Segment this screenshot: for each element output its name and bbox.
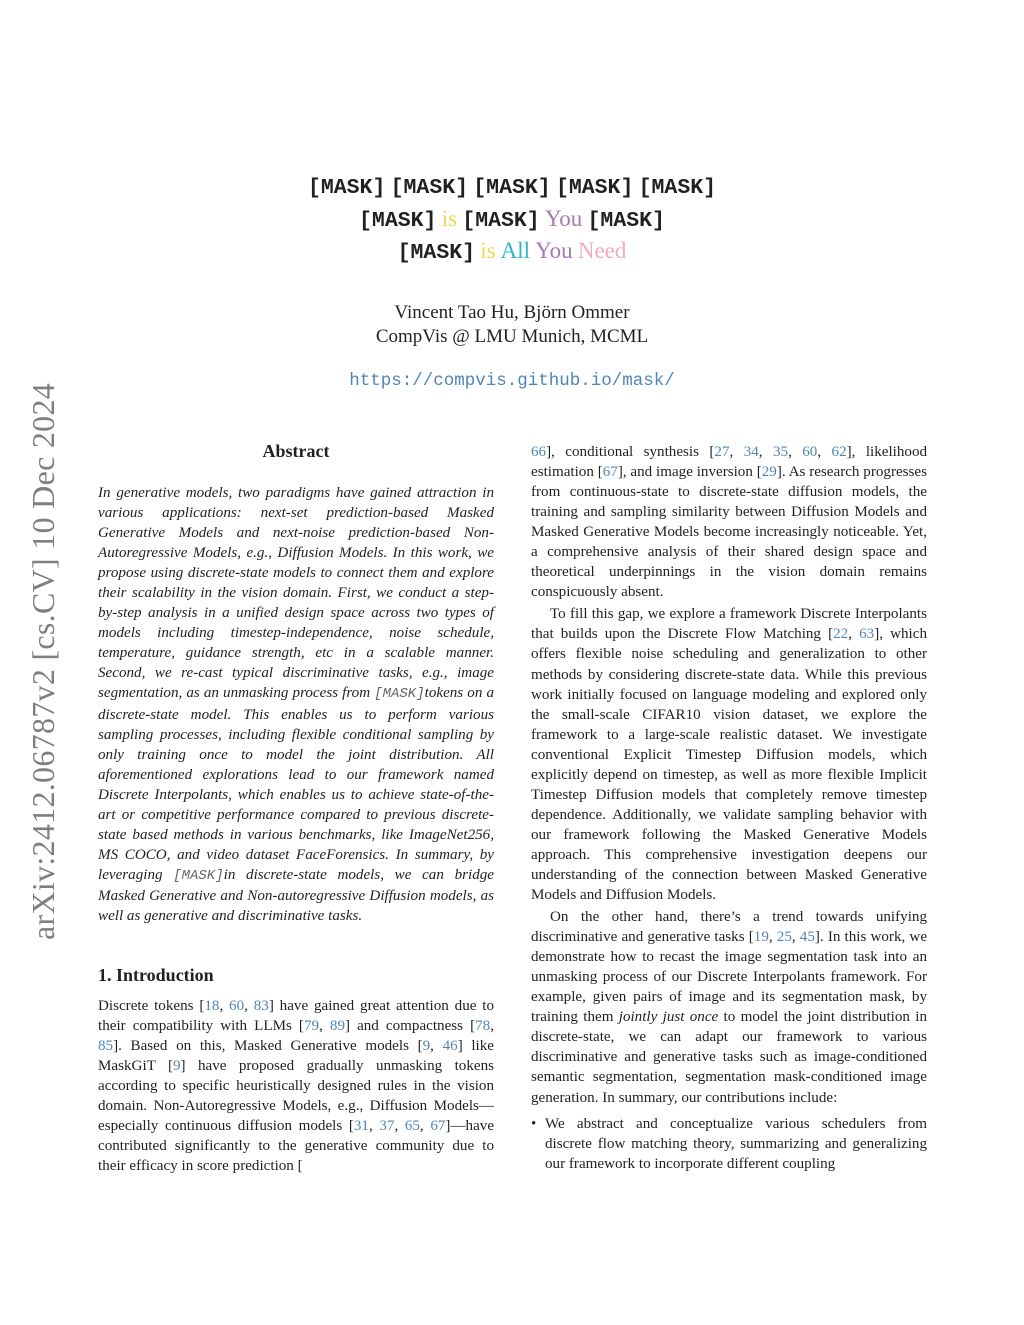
intro-paragraph-1-continued: 66], conditional synthesis [27, 34, 35, 60, 62], likelihood estimation [67], and image inversion [29]. As research progresses from continuous-state to discrete-state diffusion models, the training and sampling similarity between Diffusion Models and Masked Generative Models become increasingly noticeable. Yet, a comprehensive analysis of their shared design space and theoretical underpinnings in the vision domain remains conspicuously absent. [531, 444, 928, 601]
contribution-bullet: • We abstract and conceptualize various schedulers from discrete flow matching theory, summarizing and generalizing our framework to incorporate different coupling [531, 1114, 927, 1174]
citation-link[interactable]: 27 [714, 444, 730, 460]
author-affiliation: CompVis @ LMU Munich, MCML [375, 326, 649, 347]
citation-link[interactable]: 9 [422, 1038, 431, 1055]
title-line-1 [0, 172, 1024, 204]
intro-paragraph-1: Discrete tokens [18, 60, 83] have gained great attention due to their compatibility with LLMs [79, 89] and compactness [78, 85]. Based on this, Masked Generative models [9, 46] like MaskGiT [9] have proposed gradually unmasking tokens according to specific heuristically designed rules in the vision domain. Non-Autoregressive Models, e.g., Diffusion Models—especially continuous diffusion models [31, 37, 65, 67]—have contributed significantly to the generative community due to their efficacy in score prediction [ [98, 998, 495, 1175]
mask-token-inline: [MASK] [173, 867, 224, 884]
left-column [98, 440, 494, 1176]
citation-link[interactable]: 31 [353, 1118, 369, 1135]
title-mask-token: [MASK] [462, 208, 540, 233]
project-url-link[interactable]: https://compvis.github.io/mask/ [349, 371, 675, 391]
citation-link[interactable]: 60 [802, 444, 818, 460]
citation-link[interactable]: 60 [229, 998, 245, 1015]
abstract-heading: Abstract [262, 441, 330, 461]
title-mask-token: [MASK] [638, 176, 717, 200]
citation-link[interactable]: 46 [442, 1038, 458, 1055]
abstract-text: In generative models, two paradigms have gained attraction in various applications: next-set prediction-based Masked Generative Models and next-noise prediction-based Non-Autoregressive Models, e.g., Diffusion Models. In this work, we propose using discrete-state models to connect them and explore their scalability in the vision domain. First, we conduct a step-by-step analysis in a unified design space across two types of models including timestep-independence, noise schedule, temperature, guidance strength, etc in a scalable manner. Second, we re-cast typical discriminative tasks, e.g., image segmentation, as an unmasking process from [MASK]tokens on a discrete-state model. This enables us to perform various sampling processes, including flexible conditional sampling by only training once to model the joint distribution. All aforementioned explorations lead to our framework named Discrete Interpolants, which enables us to achieve state-of-the-art or competitive performance compared to previous discrete-state based methods in various benchmarks, like ImageNet256, MS COCO, and video dataset FaceForensics. In summary, by leveraging [MASK]in discrete-state models, we can bridge Masked Generative and Non-autoregressive Diffusion models, as well as generative and discriminative tasks. [98, 485, 494, 924]
citation-link[interactable]: 35 [772, 444, 789, 460]
title-mask-token: [MASK] [359, 208, 437, 233]
citation-link[interactable]: 63 [859, 626, 875, 643]
title-mask-token: [MASK] [555, 176, 634, 200]
right-column [531, 442, 927, 1174]
section-heading-introduction: 1. Introduction [98, 965, 214, 986]
citation-link[interactable]: 29 [761, 464, 777, 481]
mask-token-inline: [MASK] [374, 686, 425, 703]
citation-link[interactable]: 34 [743, 444, 759, 460]
citation-link[interactable]: 66 [531, 444, 547, 460]
citation-link[interactable]: 45 [799, 929, 815, 946]
title-mask-token: [MASK] [397, 241, 476, 265]
author-block [0, 301, 1024, 349]
citation-link[interactable]: 62 [831, 444, 847, 460]
title-mask-token: [MASK] [587, 208, 665, 233]
citation-link[interactable]: 83 [253, 998, 269, 1015]
citation-link[interactable]: 9 [173, 1058, 181, 1075]
arxiv-identifier: arXiv:2412.06787v2 [cs.CV] 10 Dec 2024 [25, 382, 61, 940]
title-line-3 [0, 236, 1024, 269]
title-word-is: is [441, 205, 458, 231]
author-names: Vincent Tao Hu, Björn Ommer [394, 302, 630, 323]
title-word-you: You [535, 238, 573, 263]
title-mask-token: [MASK] [473, 176, 551, 200]
intro-paragraph-3: On the other hand, there’s a trend towards unifying discriminative and generative tasks [19, 25, 45]. In this work, we demonstrate how to recast the image segmentation task into an unmasking process of our Discrete Interpolants framework. For example, given pairs of image and its segmentation mask, by training them jointly just once to model the joint distribution in discrete-state, we can adapt our framework to various discriminative and generative tasks such as image-conditioned semantic segmentation, segmentation mask-conditioned image generation. In summary, our contributions include: [531, 909, 928, 1106]
citation-link[interactable]: 37 [379, 1118, 395, 1135]
citation-link[interactable]: 85 [98, 1038, 114, 1055]
citation-link[interactable]: 67 [430, 1118, 446, 1135]
citation-link[interactable]: 65 [404, 1118, 420, 1135]
title-word-need: Need [577, 238, 627, 263]
paper-title [0, 172, 1024, 269]
title-mask-token: [MASK] [307, 176, 386, 200]
citation-link[interactable]: 22 [833, 626, 849, 643]
citation-link[interactable]: 25 [776, 929, 792, 946]
title-word-you: You [544, 205, 583, 231]
citation-link[interactable]: 67 [602, 464, 618, 481]
emphasis-text: jointly just once [618, 1009, 719, 1026]
citation-link[interactable]: 89 [329, 1018, 345, 1035]
citation-link[interactable]: 19 [753, 929, 769, 946]
citation-link[interactable]: 79 [303, 1018, 320, 1035]
intro-paragraph-2: To fill this gap, we explore a framework Discrete Interpolants that builds upon the Discrete Flow Matching [22, 63], which offers flexible noise scheduling and generalization to other methods by considering discrete-state data. While this previous work initially focused on language modeling and explored only the small-scale CIFAR10 vision dataset, we explore the framework to a large-scale realistic dataset. We investigate conventional Explicit Timestep Diffusion models, which explicitly depend on timestep, as well as more flexible Implicit Timestep Diffusion models that completely remove timestep dependence. Additionally, we validate sampling behavior with our framework following the Masked Generative Models approach. This comprehensive investigation deepens our understanding of the connection between Masked Generative Models and Diffusion Models. [531, 606, 927, 904]
title-word-is: is [480, 238, 496, 263]
title-word-all: All [500, 238, 531, 263]
citation-link[interactable]: 18 [204, 998, 220, 1015]
title-mask-token: [MASK] [390, 176, 469, 200]
citation-link[interactable]: 78 [475, 1018, 491, 1035]
title-line-2 [0, 204, 1024, 237]
